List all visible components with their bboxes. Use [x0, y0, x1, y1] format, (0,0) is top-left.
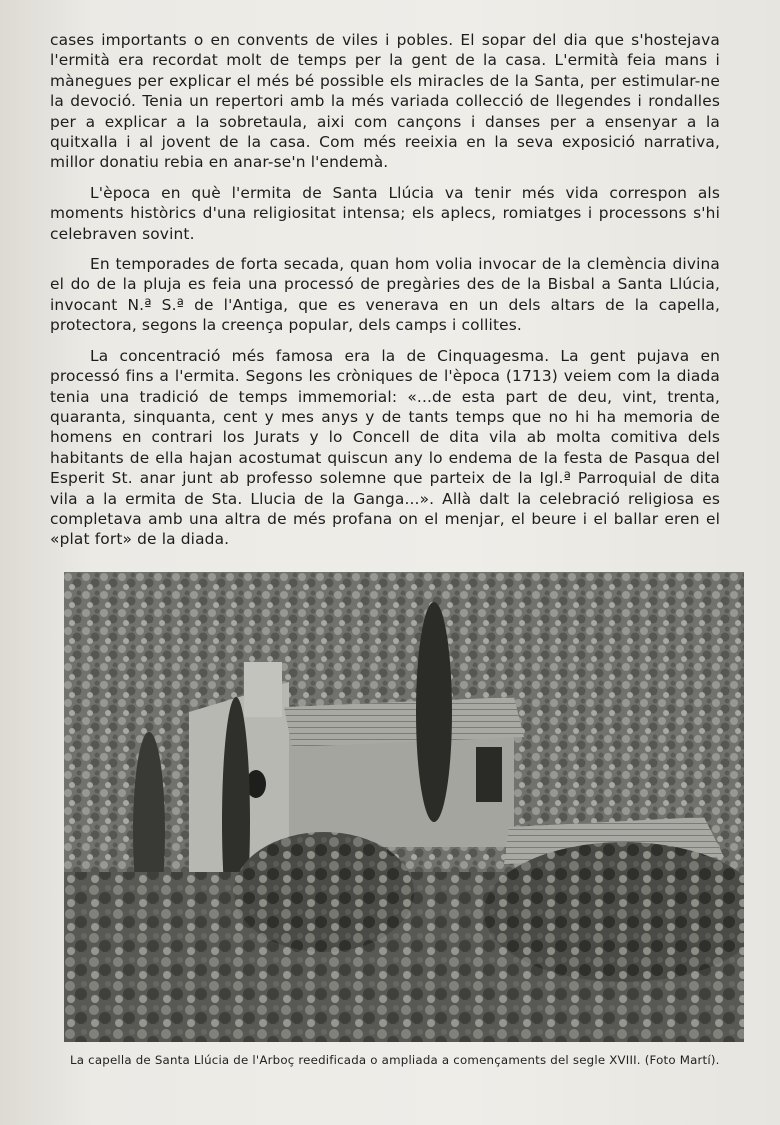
paragraph-3: En temporades de forta secada, quan hom volia invocar de la clemència divina el do de la pluja es feia una processó de pregàries des de la Bisbal a Santa Llúcia, invocant N.ª S.ª de l'Antiga, que es venerava en un dels altars de la capella, protectora, segons la creença popular, dels camps i collites.: [50, 255, 720, 335]
paragraph-2: L'època en què l'ermita de Santa Llúcia va tenir més vida correspon als moments històrics d'una religiositat intensa; els aplecs, romiatges i processons s'hi celebraven sovint.: [50, 183, 720, 243]
paragraph-1: cases importants o en convents de viles i pobles. El sopar del dia que s'hostejava l'ermità era recordat molt de temps per la gent de la casa. L'ermità feia mans i mànegues per explicar el més bé possible els miracles de la Santa, per estimular-ne la devoció. Tenia un repertori amb la més variada collecció de llegendes i rondalles per a explicar a la sobretaula, aixi com cançons i danses per a ensenyar a la quitxalla i al jovent de la casa. Com més reeixia en la seva exposició narrativa, millor donatiu rebia en anar-se'n l'endemà.: [50, 31, 720, 172]
photo-caption: La capella de Santa Llúcia de l'Arboç reedificada o ampliada a començaments del segle XVIII. (Foto Martí).: [70, 1053, 720, 1067]
chapel-photo: [64, 572, 744, 1042]
chapel-photo-illustration: [64, 572, 744, 1042]
paragraph-4: La concentració més famosa era la de Cinquagesma. La gent pujava en processó fins a l'ermita. Segons les cròniques de l'època (1713) veiem com la diada tenia una tradició de temps immemorial: «...de esta part de deu, vint, trenta, quaranta, sinquanta, cent y mes anys y de tants temps que no hi ha memoria de homens en contrari los Jurats y lo Concell de dita vila ab molta comitiva dels habitants de ella hajan acostumat quiscun any lo endema de la festa de Pasqua del Esperit St. anar junt ab professo solemne que parteix de la Igl.ª Parroquial de dita vila a la ermita de Sta. Llucia de la Ganga...». Allà dalt la celebració religiosa es completava amb una altra de més profana on el menjar, el beure i el ballar eren el «plat fort» de la diada.: [50, 346, 720, 549]
article-text: [50, 30, 720, 560]
